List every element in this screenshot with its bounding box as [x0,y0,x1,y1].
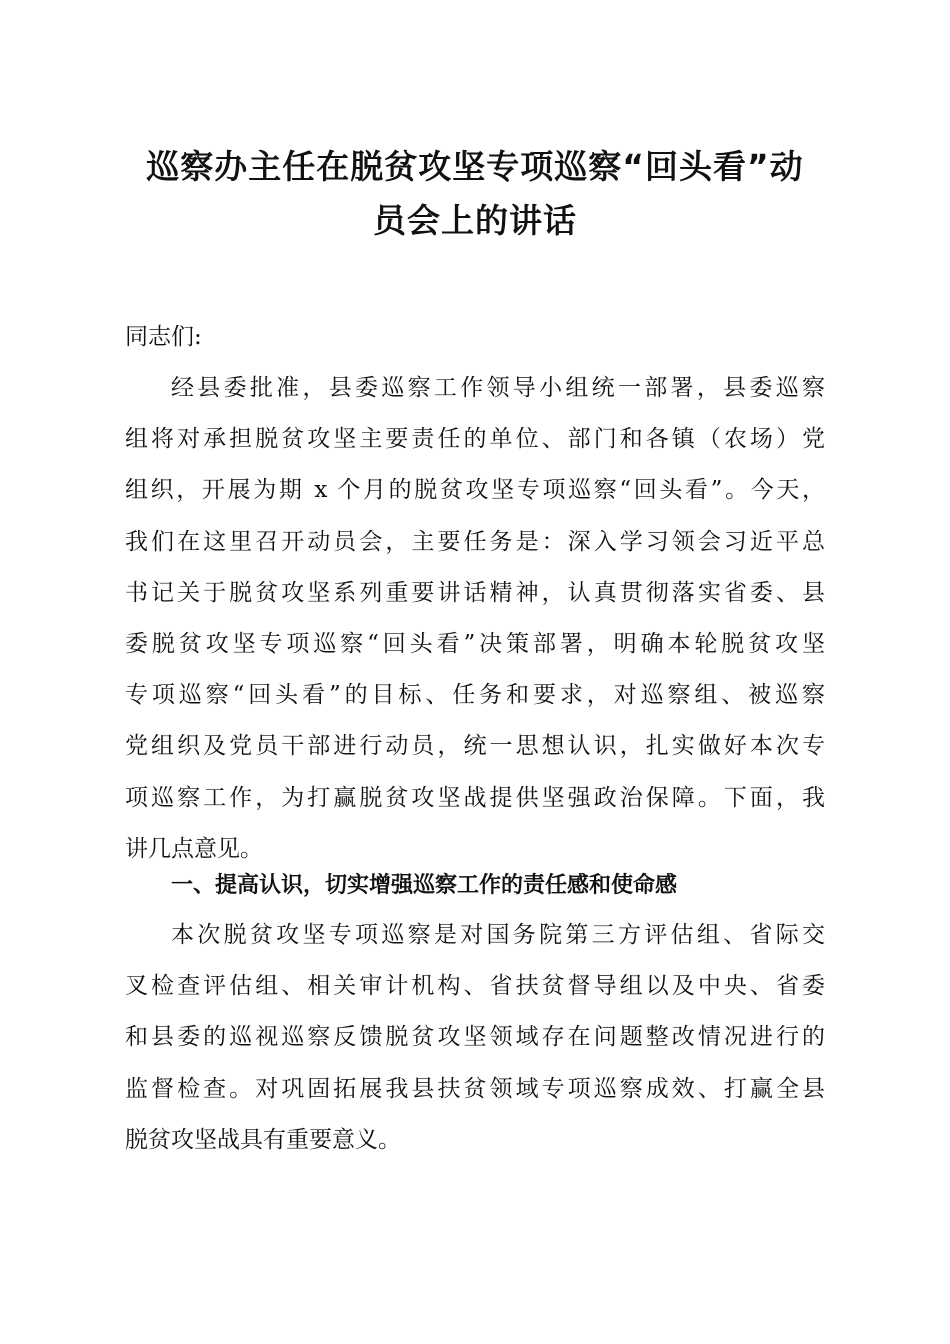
paragraph-line: 叉检查评估组、相关审计机构、省扶贫督导组以及中央、省委 [125,973,825,1000]
paragraph-intro [125,363,825,875]
section-heading-1: 一、提高认识，切实增强巡察工作的责任感和使命感 [171,873,678,898]
paragraph-line: 我们在这里召开动员会，主要任务是：深入学习领会习近平总 [125,528,825,555]
salutation [125,312,825,363]
paragraph-line: 监督检查。对巩固拓展我县扶贫领域专项巡察成效、打赢全县 [125,1075,825,1102]
paragraph-line: 本次脱贫攻坚专项巡察是对国务院第三方评估组、省际交 [171,922,825,948]
document-title [100,140,850,248]
paragraph-line: 专项巡察“回头看”的目标、任务和要求，对巡察组、被巡察 [125,682,825,709]
title-line: 员会上的讲话 [373,201,577,240]
paragraph-line: 委脱贫攻坚专项巡察“回头看”决策部署，明确本轮脱贫攻坚 [125,630,825,657]
paragraph-line: 讲几点意见。 [125,835,263,862]
paragraph-line: 组织，开展为期 x 个月的脱贫攻坚专项巡察“回头看”。今天， [125,477,825,504]
paragraph-line: 书记关于脱贫攻坚系列重要讲话精神，认真贯彻落实省委、县 [125,579,825,606]
paragraph-line: 经县委批准，县委巡察工作领导小组统一部署，县委巡察 [171,375,825,401]
paragraph-section-1 [125,910,825,1166]
paragraph-line: 脱贫攻坚战具有重要意义。 [125,1126,401,1153]
paragraph-line: 组将对承担脱贫攻坚主要责任的单位、部门和各镇（农场）党 [125,426,825,453]
paragraph-line: 党组织及党员干部进行动员，统一思想认识，扎实做好本次专 [125,733,825,760]
paragraph-line: 和县委的巡视巡察反馈脱贫攻坚领域存在问题整改情况进行的 [125,1024,825,1051]
paragraph-line: 项巡察工作，为打赢脱贫攻坚战提供坚强政治保障。下面，我 [125,784,825,811]
salutation-text: 同志们: [125,324,202,350]
title-line: 巡察办主任在脱贫攻坚专项巡察“回头看”动 [146,147,804,186]
